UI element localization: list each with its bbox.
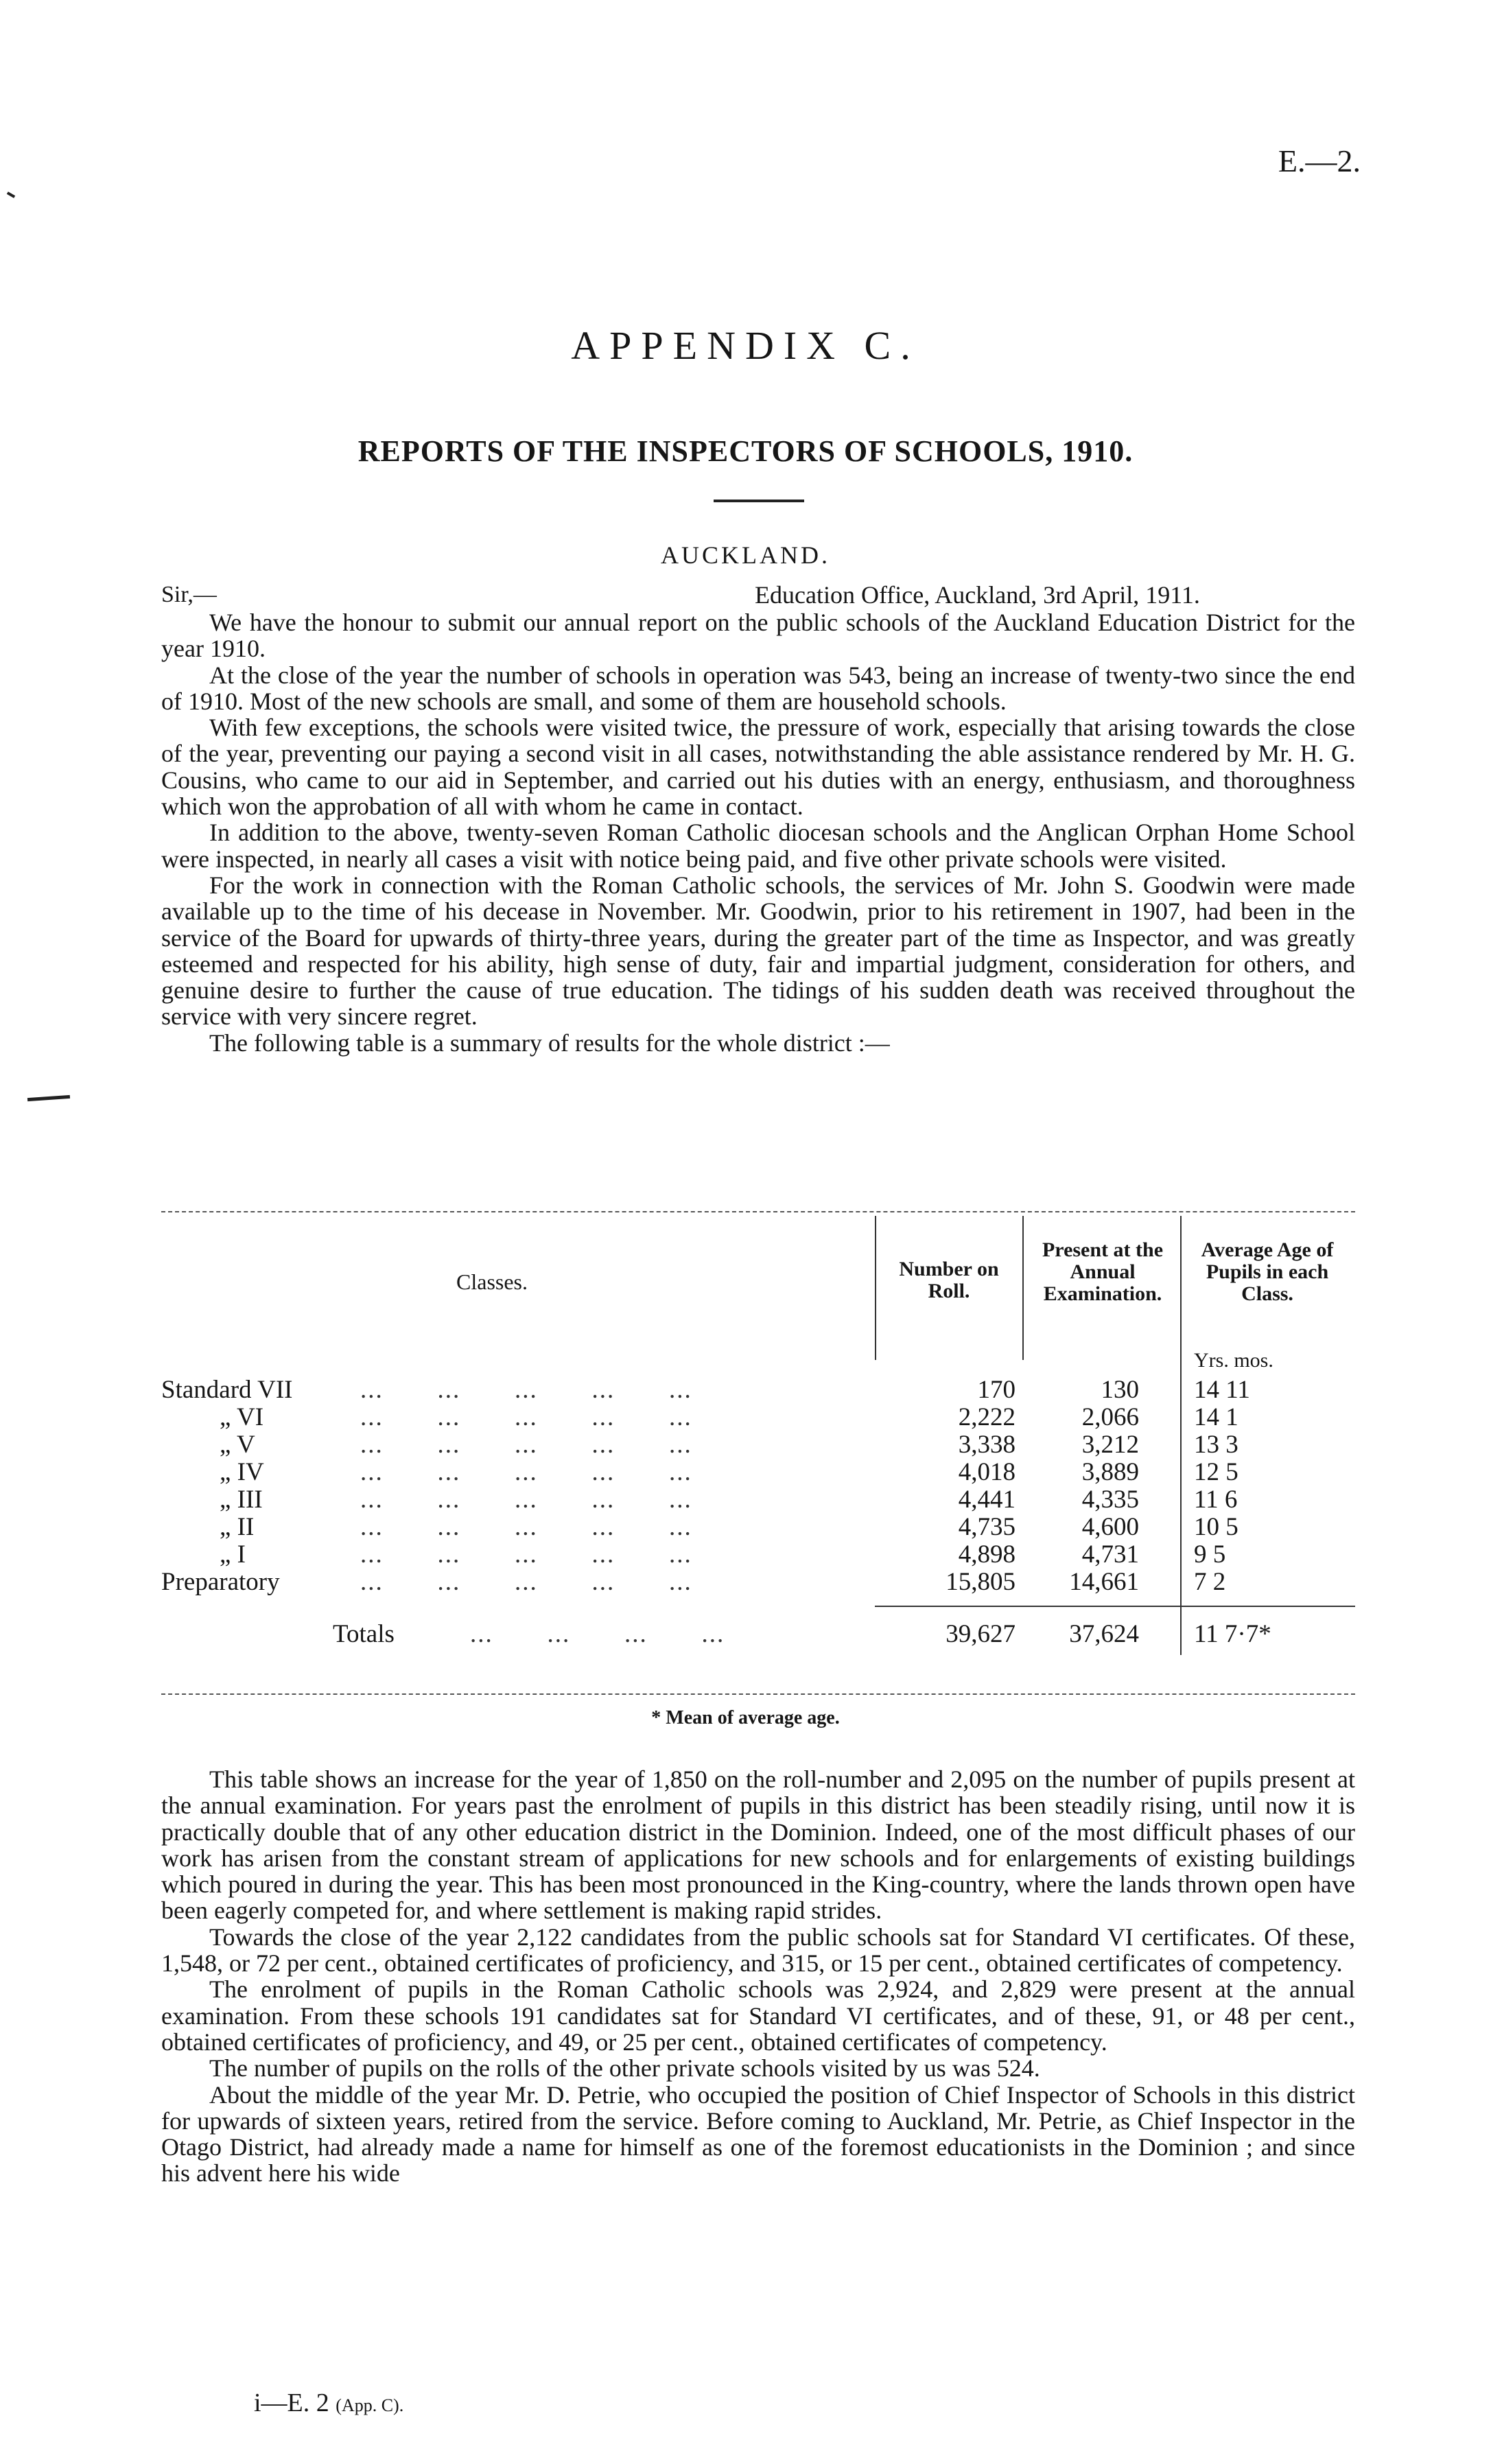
- roll-value: 15,805: [946, 1568, 1015, 1596]
- row-label: Preparatory: [161, 1568, 280, 1596]
- leader-dots: ... ... ... ... ...: [360, 1513, 692, 1541]
- present-value: 130: [1101, 1376, 1139, 1404]
- totals-age: 11 7·7*: [1194, 1620, 1271, 1648]
- roll-value: 4,898: [958, 1540, 1015, 1569]
- leader-dots: ... ... ... ... ...: [360, 1458, 692, 1486]
- dateline: Education Office, Auckland, 3rd April, 1911.: [755, 581, 1200, 609]
- table-row: [161, 1541, 1355, 1569]
- table-row: [161, 1569, 1355, 1596]
- paragraph: The following table is a summary of results for the whole district :—: [209, 1029, 890, 1057]
- header-present: Present at the Annual Examination.: [1042, 1239, 1164, 1305]
- present-value: 2,066: [1081, 1403, 1139, 1431]
- signature-suffix: (App. C).: [336, 2395, 404, 2415]
- present-value: 3,889: [1081, 1458, 1139, 1486]
- age-value: 11 6: [1194, 1486, 1238, 1514]
- totals-label: Totals: [333, 1620, 395, 1648]
- row-label: „ IV: [220, 1458, 264, 1486]
- table-row: [161, 1486, 1355, 1514]
- table-row: [161, 1404, 1355, 1431]
- header-roll: Number on Roll.: [899, 1258, 999, 1302]
- page-signature: [254, 2388, 403, 2418]
- table-footnote: * Mean of average age.: [651, 1707, 840, 1728]
- paragraph: This table shows an increase for the year of 1,850 on the roll-number and 2,095 on the number of pupils present at the annual examination. For years past the enrolment of pupils in this district has been steadily rising, until now it is practically double that of any other education district in the Dominion. Indeed, one of the most difficult phases of our work has arisen from the constant stream of applications for new schools and for enlargements of existing buildings which poured in during the year. This has been most pronounced in the King-country, where the lands thrown open have been eagerly competed for, and where settlement is making rapid strides.: [161, 1765, 1355, 1925]
- present-value: 4,600: [1081, 1513, 1139, 1541]
- present-value: 3,212: [1081, 1431, 1139, 1459]
- district-heading: AUCKLAND.: [661, 541, 830, 569]
- row-label: „ VI: [220, 1403, 264, 1431]
- roll-value: 4,018: [958, 1458, 1015, 1486]
- present-value: 14,661: [1069, 1568, 1139, 1596]
- leader-dots: ... ... ... ... ...: [360, 1486, 692, 1514]
- paragraph: We have the honour to submit our annual report on the public schools of the Auckland Education District for the year 1910.: [161, 609, 1355, 663]
- totals-row: [161, 1621, 1355, 1648]
- table-row: [161, 1431, 1355, 1459]
- leader-dots: ... ... ... ...: [470, 1620, 725, 1648]
- row-label: „ II: [220, 1513, 255, 1541]
- totals-rule: [875, 1606, 1355, 1607]
- age-value: 14 11: [1194, 1376, 1250, 1404]
- paragraph: The enrolment of pupils in the Roman Catholic schools was 2,924, and 2,829 were present at the annual examination. From these schools 191 candidates sat for Standard VI certificates, and of these, 91, or 48 per cent., obtained certificates of proficiency, and 49, or 25 per cent., obtained certificates of competency.: [161, 1975, 1355, 2056]
- age-value: 13 3: [1194, 1431, 1238, 1459]
- row-label: „ III: [220, 1486, 263, 1514]
- leader-dots: ... ... ... ... ...: [360, 1431, 692, 1459]
- summary-table: [161, 1216, 1355, 1696]
- signature-text: i—E. 2: [254, 2389, 329, 2417]
- age-units: Yrs. mos.: [1194, 1349, 1273, 1372]
- closing-paragraphs: [161, 1766, 1355, 2187]
- roll-value: 4,735: [958, 1513, 1015, 1541]
- present-value: 4,731: [1081, 1540, 1139, 1569]
- paragraph: At the close of the year the number of schools in operation was 543, being an increase of twenty-two since the end of 1910. Most of the new schools are small, and some of them are household schools.: [161, 661, 1355, 715]
- paragraph: For the work in connection with the Roman Catholic schools, the services of Mr. John S. Goodwin were made available up to the time of his decease in November. Mr. Goodwin, prior to his retirement in 1907, had been in the service of the Board for upwards of thirty-three years, during the greater part of the time as Inspector, and was greatly esteemed and respected for his ability, high sense of duty, fair and impartial judgment, consideration for others, and genuine desire to further the cause of true education. The tidings of his sudden death was received throughout the service with very sincere regret.: [161, 871, 1355, 1031]
- age-value: 7 2: [1194, 1568, 1226, 1596]
- roll-value: 170: [977, 1376, 1015, 1404]
- table-row: [161, 1459, 1355, 1486]
- paragraph: In addition to the above, twenty-seven Roman Catholic diocesan schools and the Anglican Orphan Home School were inspected, in nearly all cases a visit with notice being paid, and five other private schools were visited.: [161, 819, 1355, 873]
- row-label: Standard VII: [161, 1376, 293, 1404]
- paragraph: About the middle of the year Mr. D. Petrie, who occupied the position of Chief Inspector of Schools in this district for upwards of sixteen years, retired from the service. Before coming to Auckland, Mr. Petrie, as Chief Inspector in the Otago District, had already made a name for himself as one of the foremost educationists in the Dominion ; and since his advent here his wide: [161, 2080, 1355, 2187]
- paragraph: Towards the close of the year 2,122 candidates from the public schools sat for Standard VI certificates. Of these, 1,548, or 72 per cent., obtained certificates of proficiency, and 315, or 15 per cent., obtained certificates of competency.: [161, 1923, 1355, 1978]
- header-age: Average Age of Pupils in each Class.: [1201, 1239, 1334, 1305]
- table-row: [161, 1514, 1355, 1541]
- margin-mark-tick: [7, 191, 15, 198]
- margin-mark-dash: [27, 1095, 70, 1101]
- leader-dots: ... ... ... ... ...: [360, 1376, 692, 1404]
- roll-value: 2,222: [958, 1403, 1015, 1431]
- paragraph: The number of pupils on the rolls of the other private schools visited by us was 524.: [209, 2054, 1040, 2082]
- table-row: [161, 1376, 1355, 1404]
- age-value: 14 1: [1194, 1403, 1238, 1431]
- header-classes: Classes.: [456, 1269, 528, 1294]
- roll-value: 4,441: [958, 1486, 1015, 1514]
- table-bottom-rule: [161, 1693, 1355, 1695]
- age-value: 10 5: [1194, 1513, 1238, 1541]
- table-top-rule: [161, 1211, 1355, 1212]
- paragraph: With few exceptions, the schools were visited twice, the pressure of work, especially that arising towards the close of the year, preventing our paying a second visit in all cases, notwithstanding the able assistance rendered by Mr. H. G. Cousins, who came to our aid in September, and carried out his duties with an energy, enthusiasm, and thoroughness which won the approbation of all with whom he came in contact.: [161, 714, 1355, 821]
- leader-dots: ... ... ... ... ...: [360, 1568, 692, 1596]
- row-label: „ I: [220, 1540, 246, 1569]
- page-reference: E.—2.: [1278, 143, 1361, 178]
- totals-present: 37,624: [1069, 1620, 1139, 1648]
- appendix-title: APPENDIX C.: [571, 323, 920, 368]
- leader-dots: ... ... ... ... ...: [360, 1540, 692, 1569]
- age-value: 9 5: [1194, 1540, 1226, 1569]
- age-value: 12 5: [1194, 1458, 1238, 1486]
- salutation: Sir,—: [161, 582, 217, 607]
- present-value: 4,335: [1081, 1486, 1139, 1514]
- row-label: „ V: [220, 1431, 255, 1459]
- roll-value: 3,338: [958, 1431, 1015, 1459]
- column-divider: [1022, 1216, 1024, 1360]
- report-title: REPORTS OF THE INSPECTORS OF SCHOOLS, 1910.: [357, 434, 1134, 468]
- column-divider: [875, 1216, 876, 1360]
- title-divider: [714, 500, 804, 502]
- intro-paragraphs: [161, 609, 1355, 1056]
- leader-dots: ... ... ... ... ...: [360, 1403, 692, 1431]
- totals-roll: 39,627: [946, 1620, 1015, 1648]
